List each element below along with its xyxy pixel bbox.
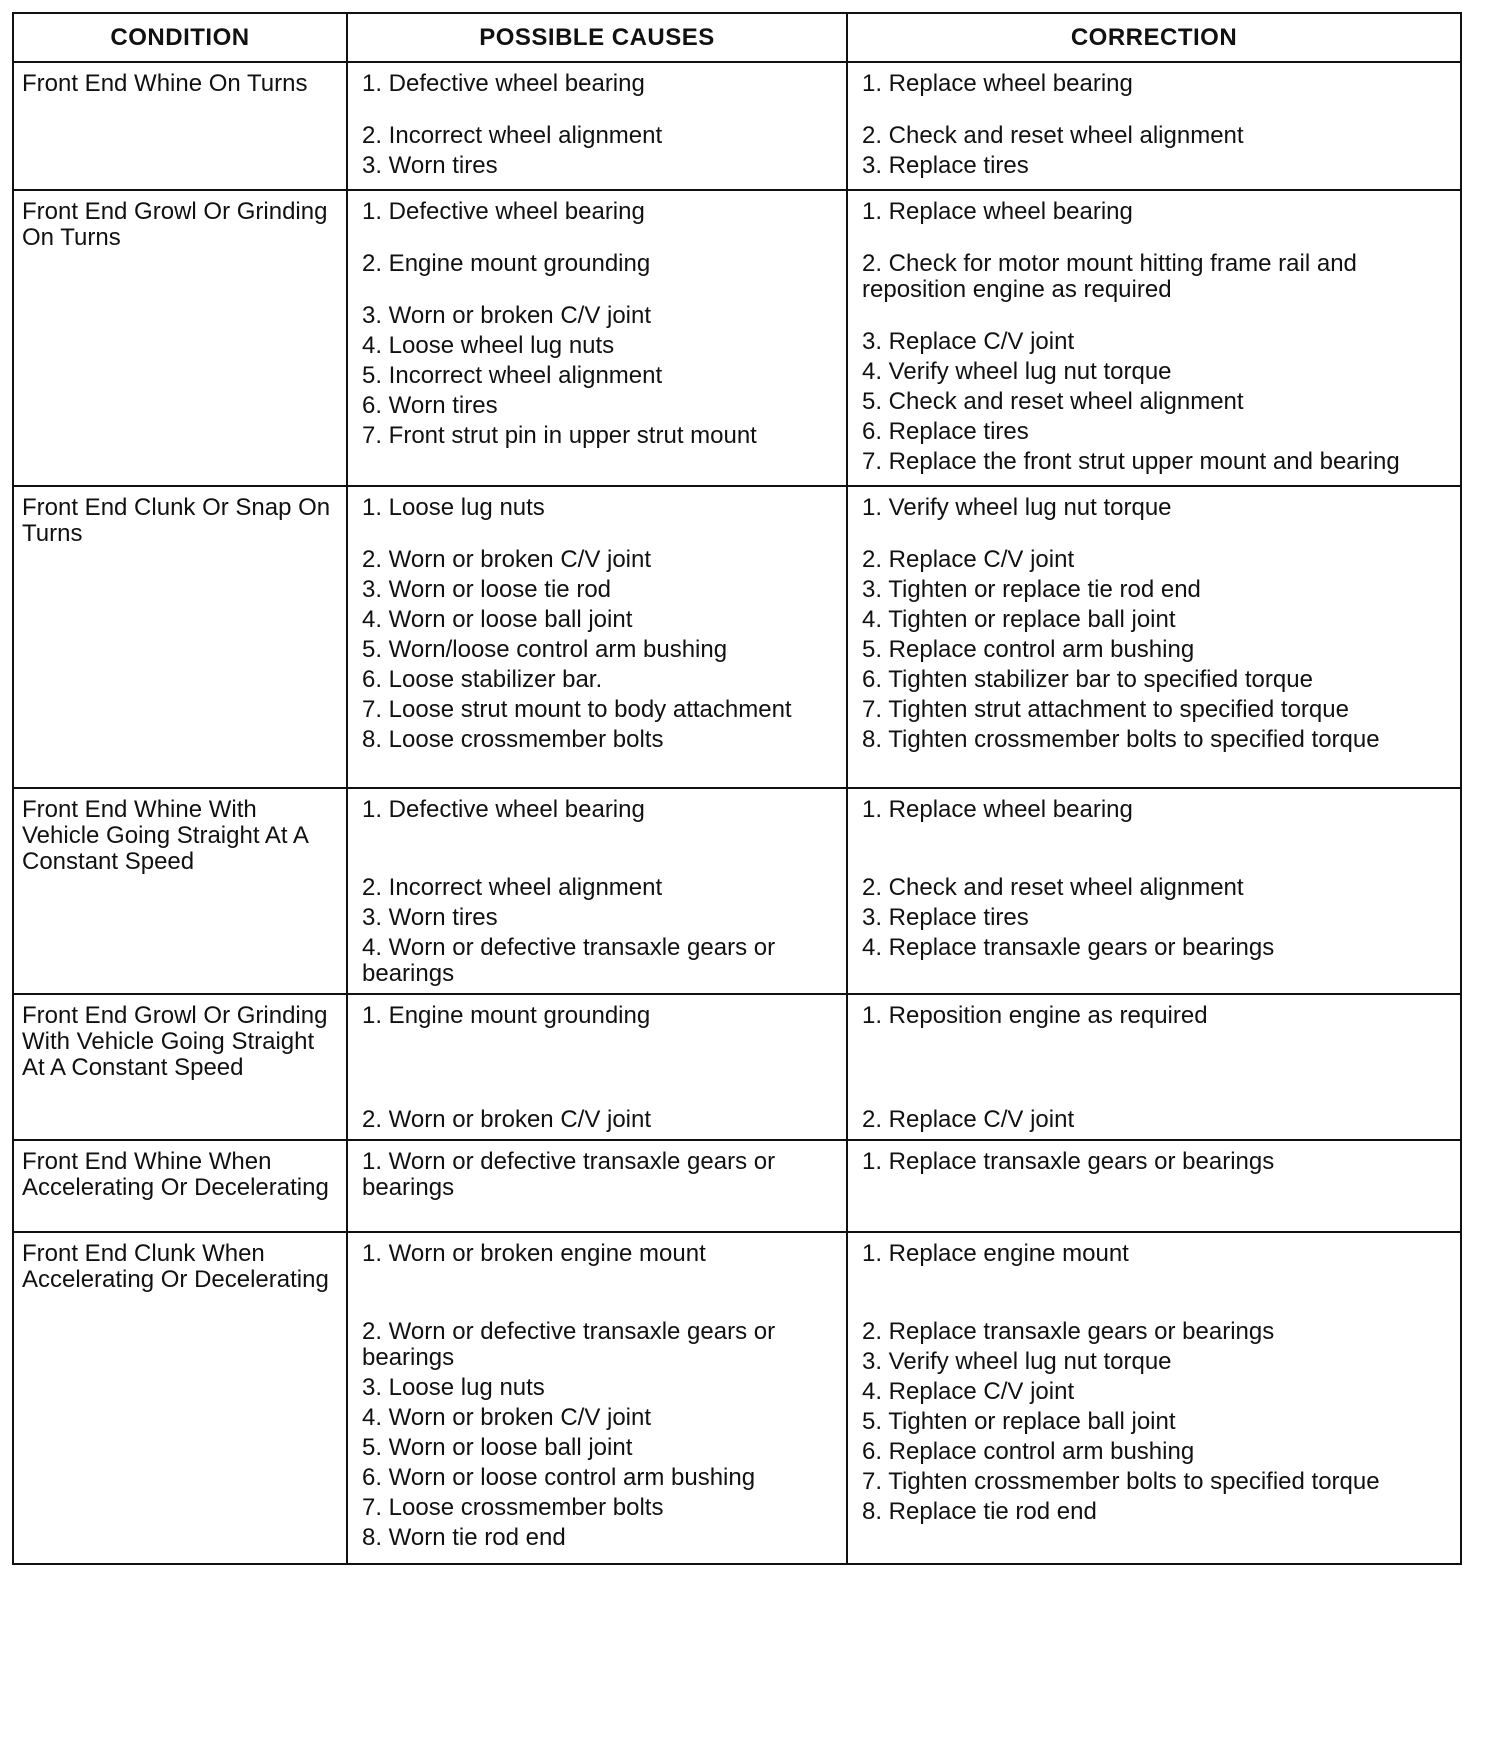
table-row	[13, 62, 1461, 190]
cause-item: 4. Worn or defective transaxle gears or bearings	[362, 934, 776, 987]
condition-text: Front End Growl Or Grinding On Turns	[22, 198, 328, 251]
correction-item: 6. Replace control arm bushing	[862, 1438, 1195, 1465]
correction-cell	[847, 190, 1461, 486]
correction-cell	[847, 994, 1461, 1140]
cause-item: 7. Front strut pin in upper strut mount	[362, 422, 757, 449]
cause-item: 2. Worn or defective transaxle gears or bearings	[362, 1318, 776, 1371]
cause-item: 1. Defective wheel bearing	[362, 796, 645, 823]
correction-item: 7. Tighten crossmember bolts to specified torque	[862, 1468, 1380, 1495]
correction-item: 2. Check for motor mount hitting frame rail and reposition engine as required	[862, 250, 1357, 303]
condition-text: Front End Clunk Or Snap On Turns	[22, 494, 331, 547]
correction-item: 2. Replace C/V joint	[862, 1106, 1075, 1133]
cause-item: 8. Worn tie rod end	[362, 1524, 566, 1551]
possible-causes-cell	[347, 190, 847, 486]
condition-text: Front End Clunk When Accelerating Or Decelerating	[22, 1240, 329, 1293]
correction-item: 4. Tighten or replace ball joint	[862, 606, 1176, 633]
possible-causes-cell	[347, 1232, 847, 1564]
correction-item: 2. Replace transaxle gears or bearings	[862, 1318, 1275, 1345]
correction-item: 4. Verify wheel lug nut torque	[862, 358, 1172, 385]
possible-causes-cell	[347, 994, 847, 1140]
table-row	[13, 1140, 1461, 1232]
possible-causes-cell	[347, 1140, 847, 1232]
cause-item: 1. Worn or defective transaxle gears or bearings	[362, 1148, 776, 1201]
cause-item: 6. Worn tires	[362, 392, 498, 419]
correction-item: 2. Check and reset wheel alignment	[862, 874, 1244, 901]
condition-cell	[13, 190, 347, 486]
correction-item: 4. Replace C/V joint	[862, 1378, 1075, 1405]
correction-item: 3. Replace C/V joint	[862, 328, 1075, 355]
correction-cell	[847, 1140, 1461, 1232]
cause-item: 8. Loose crossmember bolts	[362, 726, 664, 753]
possible-causes-cell	[347, 486, 847, 788]
cause-item: 5. Worn/loose control arm bushing	[362, 636, 728, 663]
correction-cell	[847, 486, 1461, 788]
correction-item: 1. Reposition engine as required	[862, 1002, 1208, 1029]
cause-item: 1. Loose lug nuts	[362, 494, 545, 521]
correction-item: 5. Replace control arm bushing	[862, 636, 1195, 663]
condition-text: Front End Growl Or Grinding With Vehicle Going Straight At A Constant Speed	[22, 1002, 328, 1081]
correction-item: 6. Tighten stabilizer bar to specified torque	[862, 666, 1313, 693]
table-body	[13, 62, 1461, 1564]
header-correction: CORRECTION	[847, 13, 1461, 62]
cause-item: 1. Engine mount grounding	[362, 1002, 651, 1029]
correction-item: 4. Replace transaxle gears or bearings	[862, 934, 1275, 961]
table-row	[13, 486, 1461, 788]
cause-item: 3. Worn tires	[362, 152, 498, 179]
correction-item: 3. Verify wheel lug nut torque	[862, 1348, 1172, 1375]
cause-item: 6. Loose stabilizer bar.	[362, 666, 603, 693]
condition-cell	[13, 994, 347, 1140]
cause-item: 1. Worn or broken engine mount	[362, 1240, 706, 1267]
correction-item: 8. Replace tie rod end	[862, 1498, 1097, 1525]
cause-item: 4. Worn or broken C/V joint	[362, 1404, 652, 1431]
correction-item: 5. Tighten or replace ball joint	[862, 1408, 1176, 1435]
cause-item: 5. Worn or loose ball joint	[362, 1434, 633, 1461]
correction-item: 6. Replace tires	[862, 418, 1029, 445]
cause-item: 2. Incorrect wheel alignment	[362, 874, 663, 901]
condition-text: Front End Whine When Accelerating Or Decelerating	[22, 1148, 329, 1201]
correction-item: 1. Replace wheel bearing	[862, 70, 1133, 97]
cause-item: 7. Loose crossmember bolts	[362, 1494, 664, 1521]
possible-causes-cell	[347, 62, 847, 190]
table-row	[13, 788, 1461, 994]
table-row	[13, 994, 1461, 1140]
possible-causes-cell	[347, 788, 847, 994]
cause-item: 3. Worn or loose tie rod	[362, 576, 612, 603]
correction-item: 3. Replace tires	[862, 152, 1029, 179]
cause-item: 2. Incorrect wheel alignment	[362, 122, 663, 149]
correction-item: 8. Tighten crossmember bolts to specified torque	[862, 726, 1380, 753]
cause-item: 2. Worn or broken C/V joint	[362, 546, 652, 573]
cause-item: 2. Engine mount grounding	[362, 250, 651, 277]
cause-item: 2. Worn or broken C/V joint	[362, 1106, 652, 1133]
correction-cell	[847, 62, 1461, 190]
correction-item: 1. Replace wheel bearing	[862, 198, 1133, 225]
condition-text: Front End Whine With Vehicle Going Straight At A Constant Speed	[22, 796, 308, 875]
cause-item: 7. Loose strut mount to body attachment	[362, 696, 792, 723]
cause-item: 3. Worn tires	[362, 904, 498, 931]
header-condition: CONDITION	[13, 13, 347, 62]
cause-item: 1. Defective wheel bearing	[362, 198, 645, 225]
correction-item: 3. Tighten or replace tie rod end	[862, 576, 1201, 603]
correction-item: 2. Check and reset wheel alignment	[862, 122, 1244, 149]
condition-text: Front End Whine On Turns	[22, 70, 308, 97]
correction-cell	[847, 1232, 1461, 1564]
cause-item: 6. Worn or loose control arm bushing	[362, 1464, 756, 1491]
cause-item: 4. Worn or loose ball joint	[362, 606, 633, 633]
cause-item: 3. Loose lug nuts	[362, 1374, 545, 1401]
correction-cell	[847, 788, 1461, 994]
cause-item: 5. Incorrect wheel alignment	[362, 362, 663, 389]
correction-item: 1. Replace engine mount	[862, 1240, 1129, 1267]
correction-item: 5. Check and reset wheel alignment	[862, 388, 1244, 415]
table-row	[13, 1232, 1461, 1564]
table-row	[13, 190, 1461, 486]
condition-cell	[13, 1140, 347, 1232]
condition-cell	[13, 486, 347, 788]
diagnosis-table	[12, 12, 1462, 1565]
correction-item: 7. Tighten strut attachment to specified torque	[862, 696, 1349, 723]
header-possible-causes: POSSIBLE CAUSES	[347, 13, 847, 62]
cause-item: 3. Worn or broken C/V joint	[362, 302, 652, 329]
correction-item: 7. Replace the front strut upper mount and bearing	[862, 448, 1400, 475]
condition-cell	[13, 1232, 347, 1564]
correction-item: 3. Replace tires	[862, 904, 1029, 931]
correction-item: 1. Replace transaxle gears or bearings	[862, 1148, 1275, 1175]
header-row	[13, 13, 1461, 62]
correction-item: 1. Replace wheel bearing	[862, 796, 1133, 823]
correction-item: 2. Replace C/V joint	[862, 546, 1075, 573]
correction-item: 1. Verify wheel lug nut torque	[862, 494, 1172, 521]
condition-cell	[13, 788, 347, 994]
condition-cell	[13, 62, 347, 190]
cause-item: 1. Defective wheel bearing	[362, 70, 645, 97]
cause-item: 4. Loose wheel lug nuts	[362, 332, 615, 359]
